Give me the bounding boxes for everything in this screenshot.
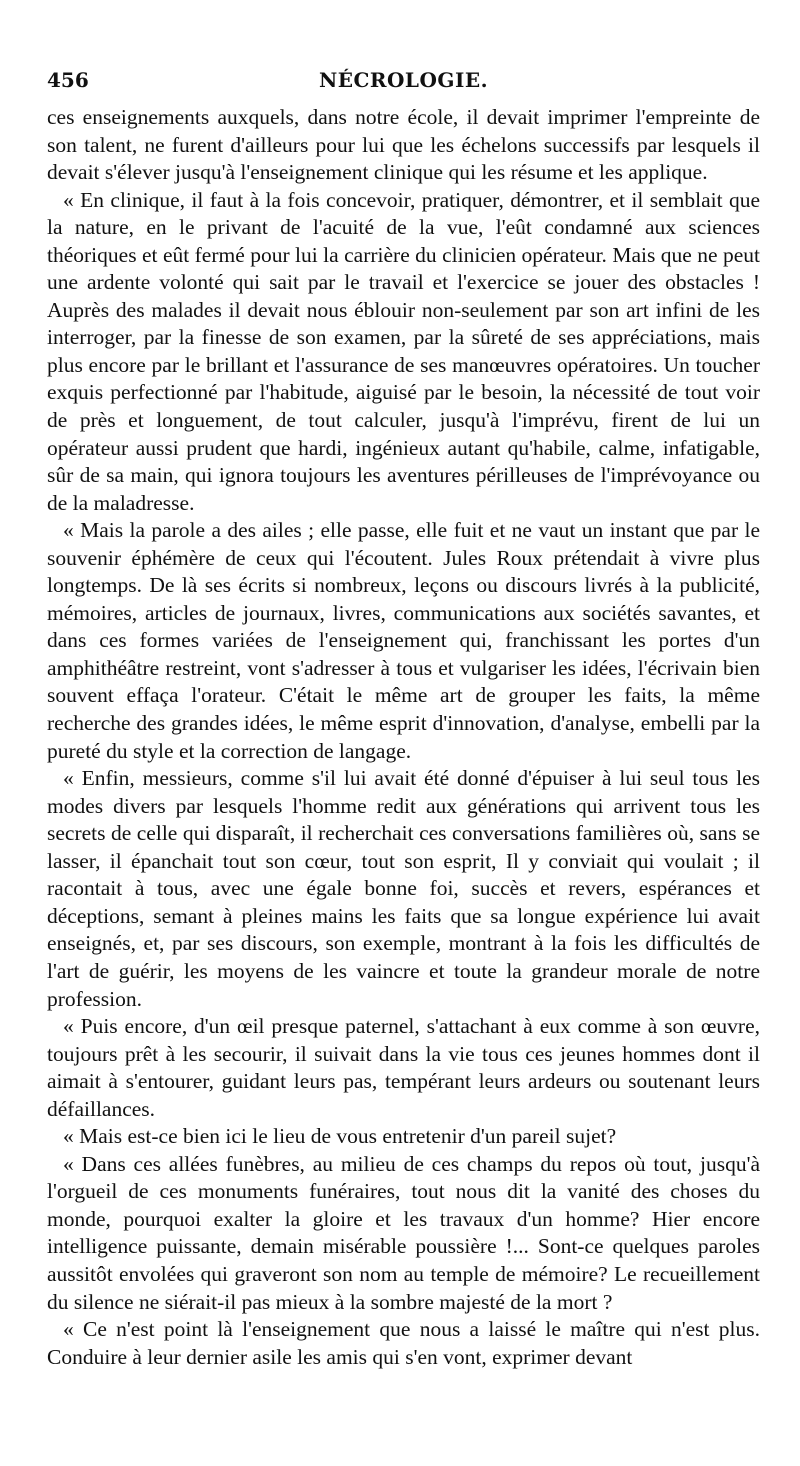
- paragraph: « Puis encore, d'un œil presque paternel, s'attachant à eux comme à son œuvre, toujours prêt à les secourir, il suivait dans la vie tous ces jeunes hommes dont il aimait à s'entourer, guidant leurs pas, tempérant leurs ardeurs ou soutenant leurs défaillances.: [47, 1014, 760, 1121]
- paragraph: « Mais la parole a des ailes ; elle passe, elle fuit et ne vaut un instant que par le souvenir éphémère de ceux qui l'écoutent. Jules Roux prétendait à vivre plus longtemps. De là ses écrits si nombreux, leçons ou discours livrés à la publicité, mémoires, articles de journaux, livres, communications aux sociétés savantes, et dans ces formes variées de l'enseignement qui, franchissant les portes d'un amphithéâtre restreint, vont s'adresser à tous et vulgariser les idées, l'écrivain bien souvent effaça l'orateur. C'était le même art de grouper les faits, la même recherche des grandes idées, le même esprit d'innovation, d'analyse, embelli par la pureté du style et la correction de langage.: [47, 518, 760, 763]
- paragraph: ces enseignements auxquels, dans notre école, il devait imprimer l'empreinte de son talent, ne furent d'ailleurs pour lui que les échelons successifs par lesquels il devait s'élever jusqu'à l'enseignement clinique qui les résume et les applique.: [47, 105, 760, 185]
- body-text: [47, 104, 760, 1371]
- paragraph: « Ce n'est point là l'enseignement que nous a laissé le maître qui n'est plus. Conduire à leur dernier asile les amis qui s'en vont, exprimer devant: [47, 1317, 760, 1369]
- paragraph: « Mais est-ce bien ici le lieu de vous entretenir d'un pareil sujet?: [63, 1124, 617, 1149]
- page-header: [47, 68, 760, 96]
- paragraph: « Enfin, messieurs, comme s'il lui avait été donné d'épuiser à lui seul tous les modes divers par lesquels l'homme redit aux générations qui arrivent tous les secrets de celle qui disparaît, il recherchait ces conversations familières où, sans se lasser, il épanchait tout son cœur, tout son esprit, Il y conviait qui voulait ; il racontait à tous, avec une égale bonne foi, succès et revers, espérances et déceptions, semant à pleines mains les faits que sa longue expérience lui avait enseignés, et, par ses discours, son exemple, montrant à la fois les difficultés de l'art de guérir, les moyens de les vaincre et toute la grandeur morale de notre profession.: [47, 766, 760, 1011]
- running-head: NÉCROLOGIE.: [318, 68, 489, 92]
- page-number: 456: [47, 68, 89, 92]
- paragraph: « Dans ces allées funèbres, au milieu de ces champs du repos où tout, jusqu'à l'orgueil de ces monuments funéraires, tout nous dit la vanité des choses du monde, pourquoi exalter la gloire et les travaux d'un homme? Hier encore intelligence puissante, demain misérable poussière !... Sont-ce quelques paroles aussitôt envolées qui graveront son nom au temple de mémoire? Le recueillement du silence ne siérait-il pas mieux à la sombre majesté de la mort ?: [47, 1151, 760, 1314]
- paragraph: « En clinique, il faut à la fois concevoir, pratiquer, démontrer, et il semblait que la nature, en le privant de l'acuité de la vue, l'eût condamné aux sciences théoriques et eût fermé pour lui la carrière du clinicien opérateur. Mais que ne peut une ardente volonté qui sait par le travail et l'exercice se jouer des obstacles ! Auprès des malades il devait nous éblouir non-seulement par son art infini de les interroger, par la finesse de son examen, par la sûreté de ses appréciations, mais plus encore par le brillant et l'assurance de ses manœuvres opératoires. Un toucher exquis perfectionné par l'habitude, aiguisé par le besoin, la nécessité de tout voir de près et longuement, de tout calculer, jusqu'à l'imprévu, firent de lui un opérateur aussi prudent que hardi, ingénieux autant qu'habile, calme, infatigable, sûr de sa main, qui ignora toujours les aventures périlleuses de l'imprévoyance ou de la maladresse.: [47, 187, 760, 515]
